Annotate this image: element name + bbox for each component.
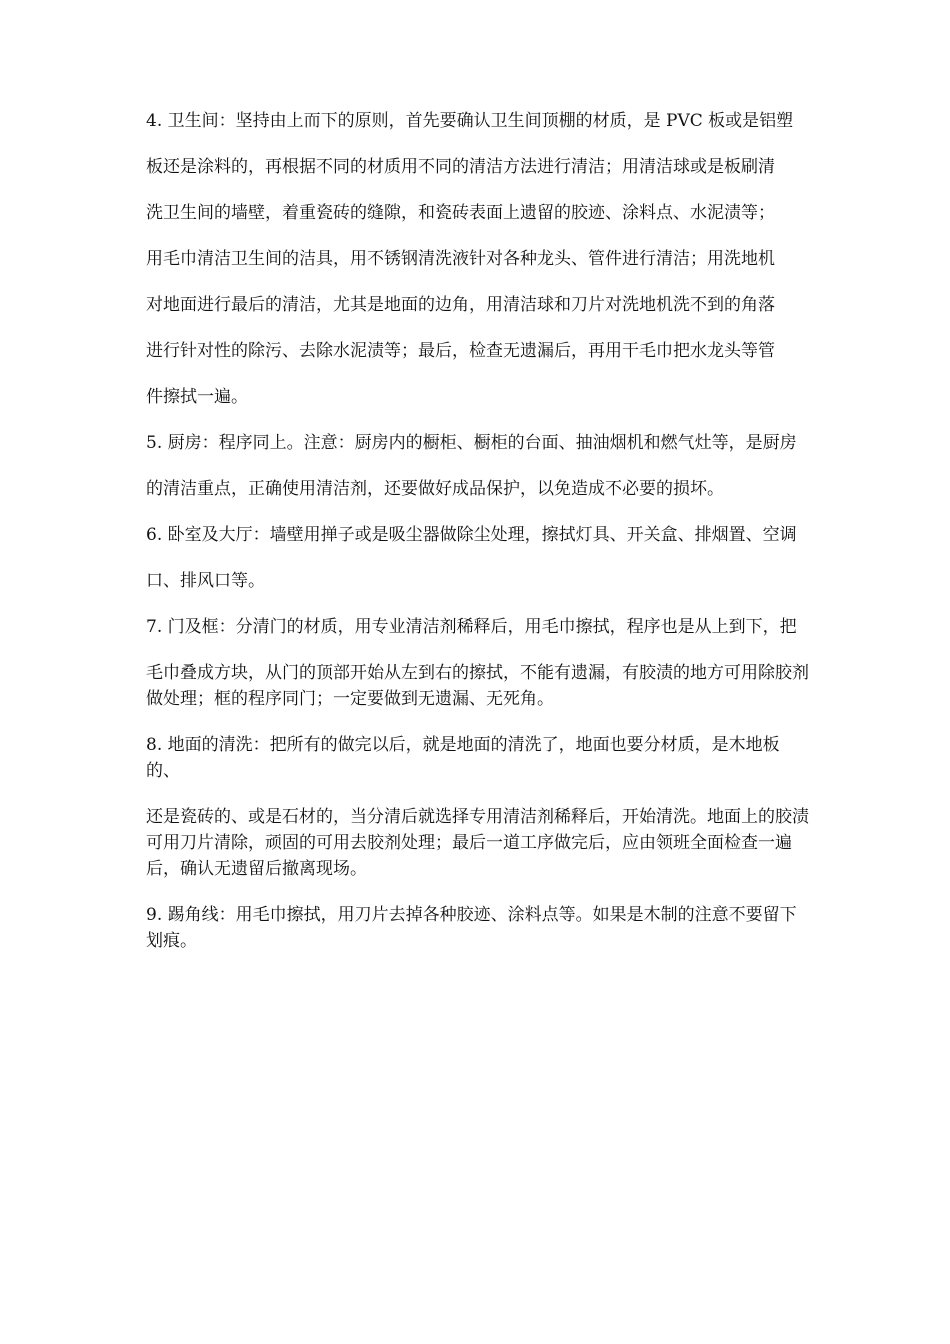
paragraph: 9. 踢角线：用毛巾擦拭，用刀片去掉各种胶迹、涂料点等。如果是木制的注意不要留下划痕。 [146,905,797,951]
paragraph: 6. 卧室及大厅：墙壁用掸子或是吸尘器做除尘处理，擦拭灯具、开关盒、排烟置、空调 [146,525,797,545]
paragraph: 口、排风口等。 [146,571,265,591]
paragraph: 8. 地面的清洗：把所有的做完以后，就是地面的清洗了，地面也要分材质，是木地板的、 [146,735,780,781]
paragraph: 5. 厨房：程序同上。注意：厨房内的橱柜、橱柜的台面、抽油烟机和燃气灶等，是厨房 [146,433,797,453]
paragraph: 件擦拭一遍。 [146,387,248,407]
paragraph: 7. 门及框：分清门的材质，用专业清洁剂稀释后，用毛巾擦拭，程序也是从上到下，把 [146,617,797,637]
paragraph: 还是瓷砖的、或是石材的，当分清后就选择专用清洁剂稀释后，开始清洗。地面上的胶渍可用刀片清除，顽固的可用去胶剂处理；最后一道工序做完后，应由领班全面检查一遍后，确认无遗留后撤离现场。 [146,807,809,879]
paragraph: 毛巾叠成方块，从门的顶部开始从左到右的擦拭，不能有遗漏，有胶渍的地方可用除胶剂做处理；框的程序同门；一定要做到无遗漏、无死角。 [146,663,809,709]
paragraph: 板还是涂料的，再根据不同的材质用不同的清洁方法进行清洁；用清洁球或是板刷清 [146,157,775,177]
document-body [146,108,810,974]
paragraph: 对地面进行最后的清洁，尤其是地面的边角，用清洁球和刀片对洗地机洗不到的角落 [146,295,775,315]
paragraph: 进行针对性的除污、去除水泥渍等；最后，检查无遗漏后，再用干毛巾把水龙头等管 [146,341,775,361]
paragraph: 4. 卫生间：坚持由上而下的原则，首先要确认卫生间顶棚的材质，是 PVC 板或是铝塑 [146,111,794,131]
paragraph: 洗卫生间的墙壁，着重瓷砖的缝隙，和瓷砖表面上遗留的胶迹、涂料点、水泥渍等； [146,203,775,223]
paragraph: 用毛巾清洁卫生间的洁具，用不锈钢清洗液针对各种龙头、管件进行清洁；用洗地机 [146,249,775,269]
paragraph: 的清洁重点，正确使用清洁剂，还要做好成品保护，以免造成不必要的损坏。 [146,479,724,499]
